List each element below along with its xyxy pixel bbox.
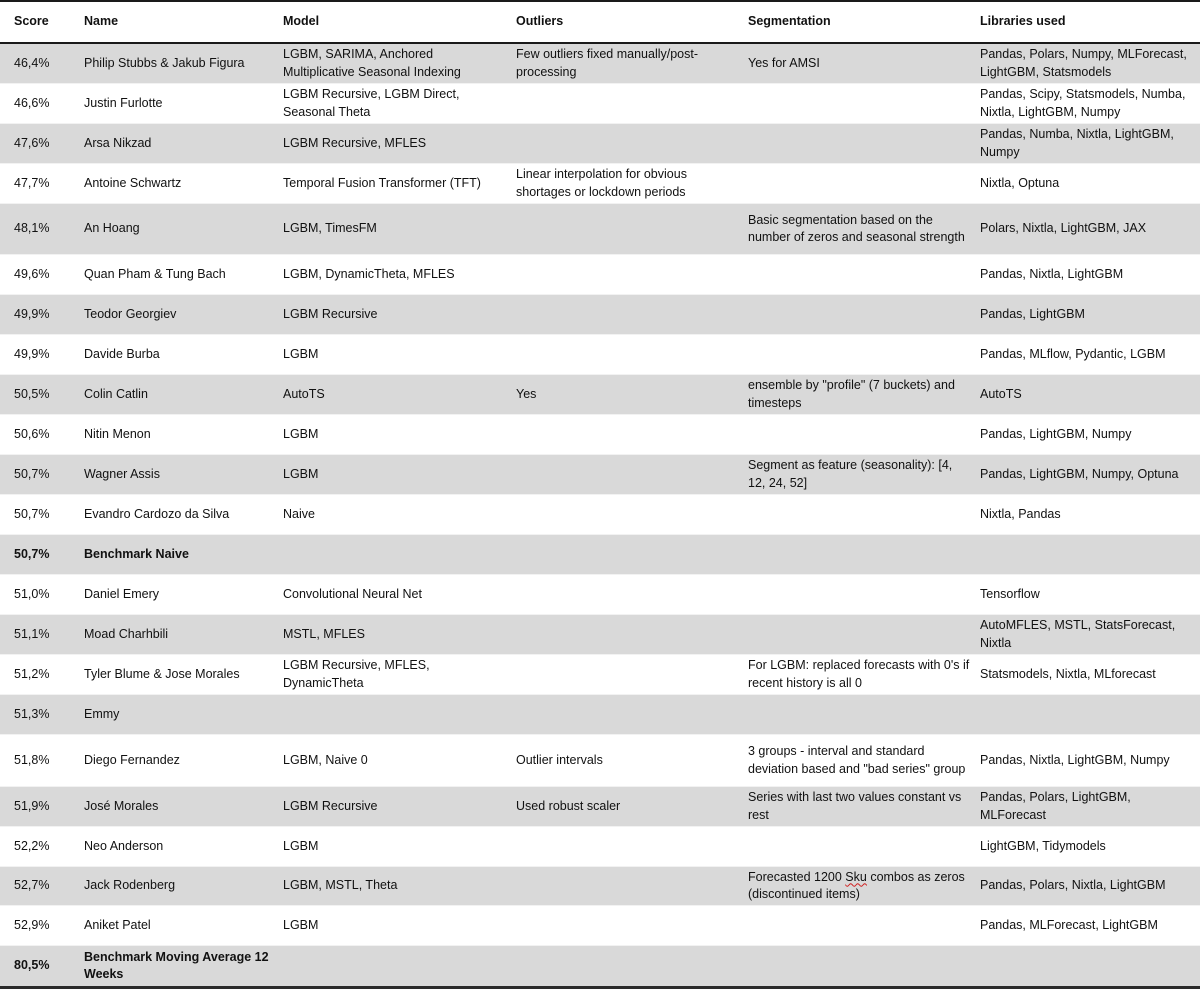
cell-model: LGBM bbox=[283, 346, 319, 361]
cell-libraries: Pandas, LightGBM, Numpy, Optuna bbox=[980, 466, 1179, 481]
benchmark-row bbox=[0, 535, 1200, 575]
cell-segmentation: Basic segmentation based on the number of zeros and seasonal strength bbox=[748, 212, 965, 244]
cell-libraries: AutoMFLES, MSTL, StatsForecast, Nixtla bbox=[980, 618, 1176, 650]
table-header-row bbox=[0, 2, 1200, 44]
cell-score: 50,7% bbox=[14, 546, 50, 561]
table-row bbox=[0, 787, 1200, 827]
table-row bbox=[0, 575, 1200, 615]
table-row bbox=[0, 164, 1200, 204]
cell-libraries: Pandas, Polars, LightGBM, MLForecast bbox=[980, 790, 1131, 822]
cell-score: 46,4% bbox=[14, 55, 50, 70]
cell-segmentation: For LGBM: replaced forecasts with 0's if recent history is all 0 bbox=[748, 658, 970, 690]
cell-libraries: Tensorflow bbox=[980, 586, 1040, 601]
cell-segmentation: ensemble by "profile" (7 buckets) and timesteps bbox=[748, 378, 955, 410]
cell-name: Justin Furlotte bbox=[84, 95, 163, 110]
cell-outliers: Linear interpolation for obvious shortages or lockdown periods bbox=[516, 167, 687, 199]
cell-score: 51,2% bbox=[14, 666, 50, 681]
cell-name: Emmy bbox=[84, 706, 120, 721]
header-score: Score bbox=[14, 14, 49, 29]
cell-name: Neo Anderson bbox=[84, 838, 164, 853]
cell-model: Convolutional Neural Net bbox=[283, 586, 422, 601]
table-row bbox=[0, 204, 1200, 255]
cell-name: José Morales bbox=[84, 798, 159, 813]
cell-name: Moad Charhbili bbox=[84, 626, 169, 641]
header-name: Name bbox=[84, 14, 119, 29]
cell-score: 80,5% bbox=[14, 958, 50, 973]
cell-model: LGBM bbox=[283, 917, 319, 932]
table-row bbox=[0, 295, 1200, 335]
cell-score: 52,7% bbox=[14, 878, 50, 893]
cell-score: 51,0% bbox=[14, 586, 50, 601]
cell-name: Wagner Assis bbox=[84, 466, 160, 481]
table-row bbox=[0, 44, 1200, 84]
cell-libraries: Polars, Nixtla, LightGBM, JAX bbox=[980, 221, 1147, 236]
cell-model: LGBM Recursive, LGBM Direct, Seasonal Theta bbox=[283, 87, 460, 119]
cell-score: 50,6% bbox=[14, 426, 50, 441]
header-model: Model bbox=[283, 14, 320, 29]
table-row bbox=[0, 906, 1200, 946]
table-row bbox=[0, 695, 1200, 735]
cell-score: 51,1% bbox=[14, 626, 50, 641]
cell-score: 49,6% bbox=[14, 266, 50, 281]
cell-score: 46,6% bbox=[14, 95, 50, 110]
cell-model: LGBM Recursive bbox=[283, 798, 378, 813]
cell-libraries: Pandas, Nixtla, LightGBM bbox=[980, 266, 1124, 281]
cell-model: LGBM Recursive bbox=[283, 306, 378, 321]
cell-name: Teodor Georgiev bbox=[84, 306, 177, 321]
table-row bbox=[0, 375, 1200, 415]
table-row bbox=[0, 735, 1200, 787]
cell-libraries: Pandas, Nixtla, LightGBM, Numpy bbox=[980, 752, 1170, 767]
cell-name: Jack Rodenberg bbox=[84, 878, 176, 893]
cell-outliers: Few outliers fixed manually/post-processing bbox=[516, 47, 699, 79]
cell-libraries: Pandas, MLflow, Pydantic, LGBM bbox=[980, 346, 1166, 361]
cell-name: Davide Burba bbox=[84, 346, 160, 361]
cell-segmentation: 3 groups - interval and standard deviation based and "bad series" group bbox=[748, 744, 966, 776]
sku-segmentation-text: Forecasted 1200 Sku combos as zeros (discontinued items) bbox=[748, 869, 965, 901]
cell-libraries: Pandas, Polars, Nixtla, LightGBM bbox=[980, 878, 1166, 893]
table-row bbox=[0, 84, 1200, 124]
cell-name: Antoine Schwartz bbox=[84, 175, 182, 190]
cell-libraries: Nixtla, Optuna bbox=[980, 175, 1060, 190]
cell-model: LGBM Recursive, MFLES, DynamicTheta bbox=[283, 658, 430, 690]
cell-libraries: Pandas, LightGBM bbox=[980, 306, 1085, 321]
table-row bbox=[0, 255, 1200, 295]
cell-model: LGBM, Naive 0 bbox=[283, 752, 368, 767]
cell-score: 50,7% bbox=[14, 506, 50, 521]
cell-name: Quan Pham & Tung Bach bbox=[84, 266, 226, 281]
cell-libraries: Pandas, MLForecast, LightGBM bbox=[980, 917, 1158, 932]
header-outliers: Outliers bbox=[516, 14, 564, 29]
cell-outliers: Outlier intervals bbox=[516, 752, 603, 767]
cell-libraries: Pandas, Polars, Numpy, MLForecast, LightGBM, Statsmodels bbox=[980, 47, 1187, 79]
table-row bbox=[0, 335, 1200, 375]
cell-name: Diego Fernandez bbox=[84, 752, 180, 767]
benchmark-row bbox=[0, 946, 1200, 986]
cell-name: Tyler Blume & Jose Morales bbox=[84, 666, 240, 681]
cell-name: Nitin Menon bbox=[84, 426, 151, 441]
cell-model: LGBM, MSTL, Theta bbox=[283, 878, 398, 893]
cell-model: Temporal Fusion Transformer (TFT) bbox=[283, 175, 481, 190]
cell-libraries: Statsmodels, Nixtla, MLforecast bbox=[980, 666, 1156, 681]
cell-segmentation: Series with last two values constant vs rest bbox=[748, 790, 962, 822]
table-row bbox=[0, 655, 1200, 695]
table-row bbox=[0, 124, 1200, 164]
cell-outliers: Used robust scaler bbox=[516, 798, 621, 813]
cell-score: 51,8% bbox=[14, 752, 50, 767]
table-row bbox=[0, 867, 1200, 906]
cell-segmentation: Segment as feature (seasonality): [4, 12, 24, 52] bbox=[748, 458, 953, 490]
cell-score: 52,2% bbox=[14, 838, 50, 853]
cell-libraries: Pandas, Scipy, Statsmodels, Numba, Nixtla, LightGBM, Numpy bbox=[980, 87, 1186, 119]
cell-name: Colin Catlin bbox=[84, 386, 148, 401]
cell-score: 49,9% bbox=[14, 306, 50, 321]
table-row bbox=[0, 615, 1200, 655]
cell-score: 52,9% bbox=[14, 917, 50, 932]
cell-libraries: Pandas, Numba, Nixtla, LightGBM, Numpy bbox=[980, 127, 1174, 159]
table-row bbox=[0, 827, 1200, 867]
cell-model: LGBM Recursive, MFLES bbox=[283, 135, 427, 150]
cell-libraries: LightGBM, Tidymodels bbox=[980, 838, 1106, 853]
cell-model: LGBM, SARIMA, Anchored Multiplicative Seasonal Indexing bbox=[283, 47, 461, 79]
cell-model: AutoTS bbox=[283, 386, 325, 401]
cell-model: MSTL, MFLES bbox=[283, 626, 365, 641]
cell-model: Naive bbox=[283, 506, 315, 521]
cell-score: 47,7% bbox=[14, 175, 50, 190]
cell-model: LGBM bbox=[283, 466, 319, 481]
cell-libraries: AutoTS bbox=[980, 386, 1022, 401]
header-libraries: Libraries used bbox=[980, 14, 1066, 29]
cell-name: Daniel Emery bbox=[84, 586, 160, 601]
cell-outliers: Yes bbox=[516, 386, 537, 401]
cell-model: LGBM bbox=[283, 838, 319, 853]
cell-segmentation: Yes for AMSI bbox=[748, 55, 820, 70]
cell-name: An Hoang bbox=[84, 221, 140, 236]
cell-score: 48,1% bbox=[14, 221, 50, 236]
header-segmentation: Segmentation bbox=[748, 14, 831, 29]
table-row bbox=[0, 495, 1200, 535]
cell-score: 49,9% bbox=[14, 346, 50, 361]
cell-score: 50,5% bbox=[14, 386, 50, 401]
cell-name: Aniket Patel bbox=[84, 917, 151, 932]
table-row bbox=[0, 455, 1200, 495]
cell-model: LGBM bbox=[283, 426, 319, 441]
spellcheck-flagged-word: Sku bbox=[845, 869, 867, 884]
cell-model: LGBM, DynamicTheta, MFLES bbox=[283, 266, 455, 281]
table-row bbox=[0, 415, 1200, 455]
cell-name: Evandro Cardozo da Silva bbox=[84, 506, 230, 521]
cell-libraries: Pandas, LightGBM, Numpy bbox=[980, 426, 1132, 441]
cell-score: 51,9% bbox=[14, 798, 50, 813]
cell-name: Benchmark Naive bbox=[84, 546, 189, 561]
cell-libraries: Nixtla, Pandas bbox=[980, 506, 1061, 521]
cell-name: Philip Stubbs & Jakub Figura bbox=[84, 55, 245, 70]
cell-score: 51,3% bbox=[14, 706, 50, 721]
cell-model: LGBM, TimesFM bbox=[283, 221, 377, 236]
cell-name: Benchmark Moving Average 12 Weeks bbox=[84, 949, 269, 981]
cell-segmentation bbox=[748, 869, 980, 904]
cell-score: 47,6% bbox=[14, 135, 50, 150]
cell-score: 50,7% bbox=[14, 466, 50, 481]
cell-name: Arsa Nikzad bbox=[84, 135, 152, 150]
